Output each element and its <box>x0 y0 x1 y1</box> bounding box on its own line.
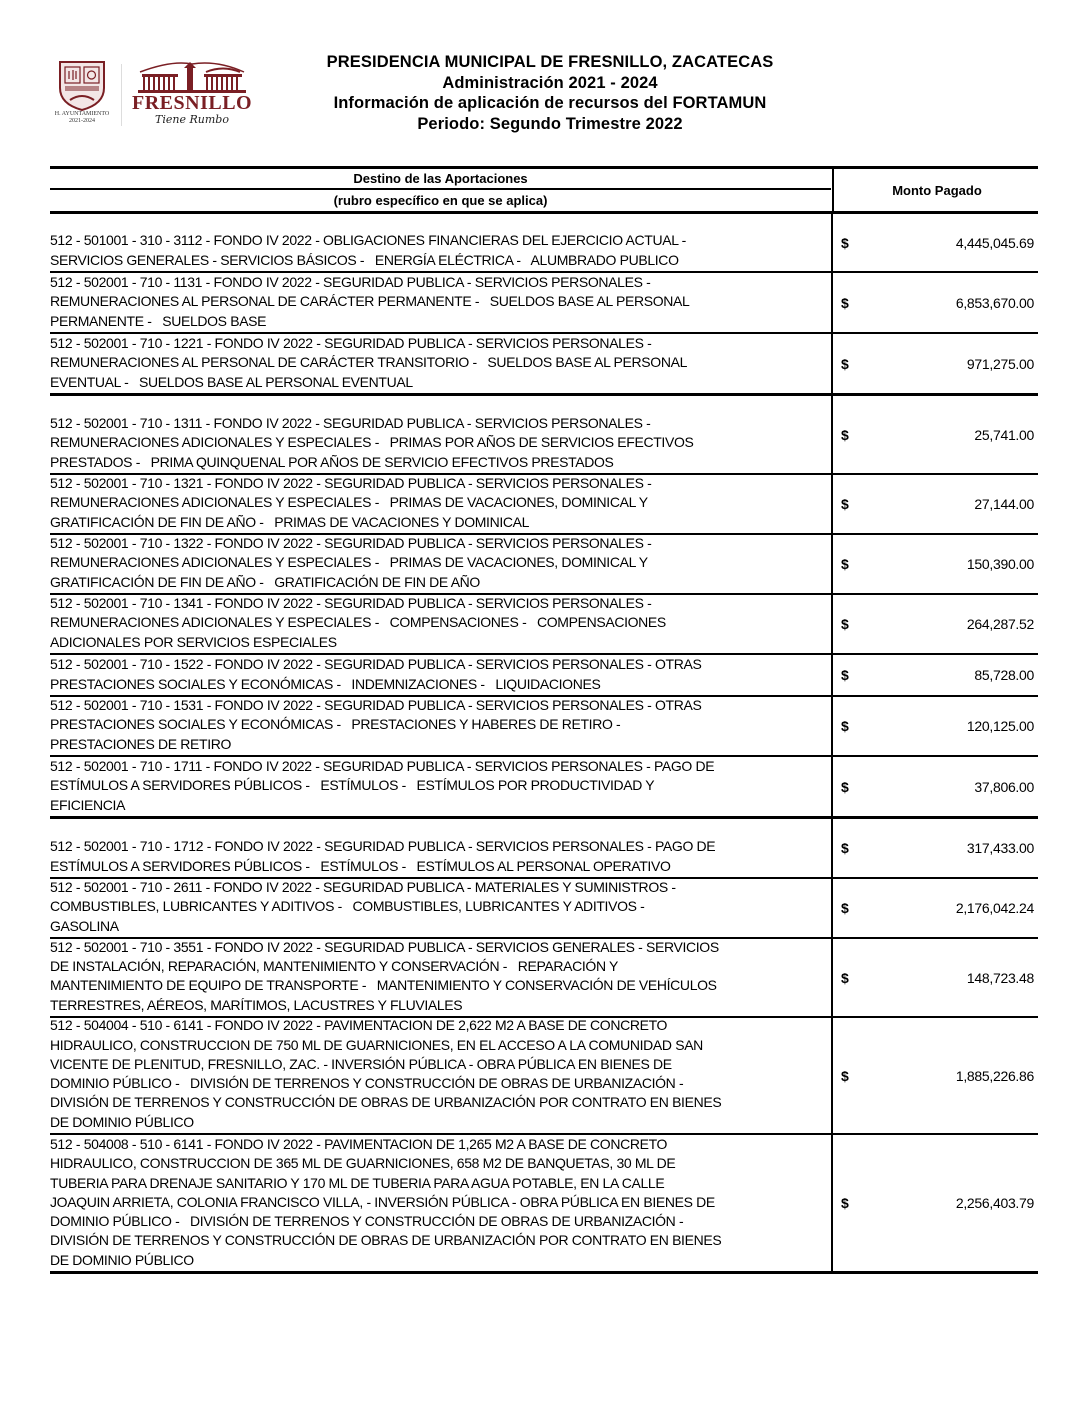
row-description-line <box>50 818 829 837</box>
title-administration: Administración 2021 - 2024 <box>442 73 658 92</box>
row-description-line: GASOLINA <box>50 917 119 934</box>
row-description-line: VICENTE DE PLENITUD, FRESNILLO, ZAC. - INVERSIÓN PÚBLICA - OBRA PÚBLICA EN BIENES DE <box>50 1055 672 1072</box>
amount-value: 85,728.00 <box>974 667 1034 683</box>
row-description-line: REMUNERACIONES ADICIONALES Y ESPECIALES - PRIMAS DE VACACIONES, DOMINICAL Y <box>50 494 648 511</box>
table-row <box>50 214 1038 273</box>
currency-symbol: $ <box>841 616 849 632</box>
row-description-line: 512 - 502001 - 710 - 3551 - FONDO IV 2022 - SEGURIDAD PUBLICA - SERVICIOS GENERALES - SERVICIOS <box>50 938 719 955</box>
column-header-destino <box>50 169 831 211</box>
row-description-line: DE DOMINIO PÚBLICO <box>50 1251 194 1268</box>
row-description <box>50 1135 831 1271</box>
table-row <box>50 879 1038 939</box>
row-description <box>50 273 831 332</box>
row-description-line: DIVISIÓN DE TERRENOS Y CONSTRUCCIÓN DE OBRAS DE URBANIZACIÓN POR CONTRATO EN BIENES <box>50 1094 722 1111</box>
row-description-line: ESTÍMULOS A SERVIDORES PÚBLICOS - ESTÍMULOS - ESTÍMULOS AL PERSONAL OPERATIVO <box>50 857 671 874</box>
row-description-line: 512 - 502001 - 710 - 1711 - FONDO IV 2022 - SEGURIDAD PUBLICA - SERVICIOS PERSONALES - PAGO DE <box>50 758 715 775</box>
amount-value: 6,853,670.00 <box>955 294 1034 311</box>
row-description-line: 512 - 502001 - 710 - 1531 - FONDO IV 2022 - SEGURIDAD PUBLICA - SERVICIOS PERSONALES - OTRAS <box>50 697 702 714</box>
row-description-line: 512 - 504008 - 510 - 6141 - FONDO IV 2022 - PAVIMENTACION DE 1,265 M2 A BASE DE CONCRETO <box>50 1135 668 1152</box>
title-municipality: PRESIDENCIA MUNICIPAL DE FRESNILLO, ZACATECAS <box>326 53 774 71</box>
currency-symbol: $ <box>841 1067 849 1084</box>
column-header-destino-title: Destino de las Aportaciones <box>50 169 831 190</box>
row-description-line: PRESTACIONES SOCIALES Y ECONÓMICAS - PRESTACIONES Y HABERES DE RETIRO - <box>50 716 621 733</box>
row-amount-cell <box>831 334 1036 393</box>
table-row <box>50 535 1038 595</box>
table-body <box>50 214 1038 1274</box>
seal-caption-line2: 2021-2024 <box>69 118 95 124</box>
currency-symbol: $ <box>841 840 849 856</box>
row-description <box>50 697 831 755</box>
row-description-line: SERVICIOS GENERALES - SERVICIOS BÁSICOS - ENERGÍA ELÉCTRICA - ALUMBRADO PUBLICO <box>50 251 679 268</box>
table-row <box>50 655 1038 697</box>
brand-tagline: Tiene Rumbo <box>155 113 229 126</box>
row-description-line: PRESTACIONES DE RETIRO <box>50 735 232 752</box>
row-description-line: REMUNERACIONES ADICIONALES Y ESPECIALES - PRIMAS POR AÑOS DE SERVICIOS EFECTIVOS <box>50 434 694 451</box>
row-amount-cell <box>831 697 1036 755</box>
row-description-line: ADICIONALES POR SERVICIOS ESPECIALES <box>50 633 337 650</box>
row-description-line: 512 - 502001 - 710 - 1221 - FONDO IV 2022 - SEGURIDAD PUBLICA - SERVICIOS PERSONALES - <box>50 335 652 352</box>
seal-caption-line1: H. AYUNTAMIENTO <box>54 111 110 117</box>
row-description-line: HIDRAULICO, CONSTRUCCION DE 750 ML DE GUARNICIONES, EN EL ACCESO A LA COMUNIDAD SAN <box>50 1036 703 1053</box>
row-amount-cell <box>831 1135 1036 1271</box>
row-description <box>50 1018 831 1133</box>
row-description-line: REMUNERACIONES AL PERSONAL DE CARÁCTER PERMANENTE - SUELDOS BASE AL PERSONAL <box>50 293 690 310</box>
title-report-name: Información de aplicación de recursos del FORTAMUN <box>333 94 767 112</box>
amount-value: 25,741.00 <box>974 426 1034 443</box>
row-description-line: PRESTACIONES SOCIALES Y ECONÓMICAS - INDEMNIZACIONES - LIQUIDACIONES <box>50 675 601 692</box>
row-description <box>50 475 831 533</box>
amount-value: 37,806.00 <box>974 778 1034 795</box>
row-description-line: 512 - 504004 - 510 - 6141 - FONDO IV 2022 - PAVIMENTACION DE 2,622 M2 A BASE DE CONCRETO <box>50 1017 668 1034</box>
amount-value: 4,445,045.69 <box>955 234 1034 251</box>
row-description <box>50 396 831 473</box>
currency-symbol: $ <box>841 969 849 986</box>
row-description-line: 512 - 501001 - 310 - 3112 - FONDO IV 2022 - OBLIGACIONES FINANCIERAS DEL EJERCICIO ACTUAL - <box>50 232 686 249</box>
amount-value: 264,287.52 <box>966 616 1034 632</box>
row-description-line: 512 - 502001 - 710 - 1311 - FONDO IV 2022 - SEGURIDAD PUBLICA - SERVICIOS PERSONALES - <box>50 415 651 432</box>
row-description-line: REMUNERACIONES ADICIONALES Y ESPECIALES - PRIMAS DE VACACIONES, DOMINICAL Y <box>50 554 648 571</box>
amount-value: 150,390.00 <box>966 556 1034 572</box>
row-description-line: 512 - 502001 - 710 - 1712 - FONDO IV 2022 - SEGURIDAD PUBLICA - SERVICIOS PERSONALES - PAGO DE <box>50 838 716 855</box>
row-description-line: REMUNERACIONES AL PERSONAL DE CARÁCTER TRANSITORIO - SUELDOS BASE AL PERSONAL <box>50 354 688 371</box>
amount-value: 1,885,226.86 <box>955 1067 1034 1084</box>
header-logos <box>52 58 252 138</box>
table-row <box>50 475 1038 535</box>
row-amount-cell <box>831 819 1036 877</box>
row-description <box>50 655 831 695</box>
table-header <box>50 166 1038 214</box>
row-description-line: 512 - 502001 - 710 - 1322 - FONDO IV 2022 - SEGURIDAD PUBLICA - SERVICIOS PERSONALES - <box>50 535 652 552</box>
currency-symbol: $ <box>841 294 849 311</box>
amount-value: 148,723.48 <box>966 969 1034 986</box>
row-description-line: 512 - 502001 - 710 - 1341 - FONDO IV 2022 - SEGURIDAD PUBLICA - SERVICIOS PERSONALES - <box>50 595 652 612</box>
currency-symbol: $ <box>841 667 849 683</box>
row-amount-cell <box>831 757 1036 816</box>
row-description-line: GRATIFICACIÓN DE FIN DE AÑO - GRATIFICACIÓN DE FIN DE AÑO <box>50 573 480 590</box>
fortamun-table <box>50 166 1038 1274</box>
amount-value: 2,256,403.79 <box>955 1195 1034 1211</box>
row-description <box>50 819 831 877</box>
row-amount-cell <box>831 535 1036 593</box>
table-row <box>50 697 1038 757</box>
row-description <box>50 334 831 393</box>
row-description-line: EFICIENCIA <box>50 796 126 813</box>
amount-value: 971,275.00 <box>966 355 1034 372</box>
currency-symbol: $ <box>841 900 849 916</box>
row-amount-cell <box>831 939 1036 1016</box>
logo-divider <box>121 64 122 126</box>
city-skyline-icon <box>132 60 252 94</box>
currency-symbol: $ <box>841 1195 849 1211</box>
row-description-line: 512 - 502001 - 710 - 1131 - FONDO IV 2022 - SEGURIDAD PUBLICA - SERVICIOS PERSONALES - <box>50 274 651 291</box>
title-period: Periodo: Segundo Trimestre 2022 <box>417 114 683 133</box>
row-description <box>50 879 831 937</box>
table-row <box>50 334 1038 396</box>
table-row <box>50 939 1038 1018</box>
currency-symbol: $ <box>841 718 849 734</box>
row-description-line: REMUNERACIONES ADICIONALES Y ESPECIALES - COMPENSACIONES - COMPENSACIONES <box>50 614 666 631</box>
currency-symbol: $ <box>841 496 849 512</box>
municipal-seal-icon <box>52 58 112 128</box>
row-description-line: JOAQUIN ARRIETA, COLONIA FRANCISCO VILLA, - INVERSIÓN PÚBLICA - OBRA PÚBLICA EN BIENES DE <box>50 1193 715 1210</box>
table-row <box>50 819 1038 879</box>
amount-value: 27,144.00 <box>974 496 1034 512</box>
row-description-line: HIDRAULICO, CONSTRUCCION DE 365 ML DE GUARNICIONES, 658 M2 DE BANQUETAS, 30 ML DE <box>50 1155 676 1172</box>
row-description-line: TUBERIA PARA DRENAJE SANITARIO Y 170 ML DE TUBERIA PARA AGUA POTABLE, EN LA CALLE <box>50 1174 665 1191</box>
document-title-block <box>270 52 830 134</box>
row-description-line: PERMANENTE - SUELDOS BASE <box>50 312 267 329</box>
table-row <box>50 757 1038 819</box>
table-row <box>50 1018 1038 1135</box>
row-description-line: MANTENIMIENTO DE EQUIPO DE TRANSPORTE - MANTENIMIENTO Y CONSERVACIÓN DE VEHÍCULOS <box>50 977 717 994</box>
row-description <box>50 595 831 653</box>
row-description-line: 512 - 502001 - 710 - 1321 - FONDO IV 2022 - SEGURIDAD PUBLICA - SERVICIOS PERSONALES - <box>50 475 652 492</box>
row-description-line: COMBUSTIBLES, LUBRICANTES Y ADITIVOS - COMBUSTIBLES, LUBRICANTES Y ADITIVOS - <box>50 898 645 915</box>
row-description-line: DOMINIO PÚBLICO - DIVISIÓN DE TERRENOS Y CONSTRUCCIÓN DE OBRAS DE URBANIZACIÓN - <box>50 1213 684 1230</box>
currency-symbol: $ <box>841 556 849 572</box>
row-amount-cell <box>831 214 1036 271</box>
row-description-line: 512 - 502001 - 710 - 2611 - FONDO IV 2022 - SEGURIDAD PUBLICA - MATERIALES Y SUMINISTROS - <box>50 879 676 896</box>
row-amount-cell <box>831 595 1036 653</box>
row-description-line: GRATIFICACIÓN DE FIN DE AÑO - PRIMAS DE VACACIONES Y DOMINICAL <box>50 513 530 530</box>
row-description <box>50 939 831 1016</box>
table-row <box>50 1135 1038 1274</box>
row-description <box>50 535 831 593</box>
currency-symbol: $ <box>841 778 849 795</box>
currency-symbol: $ <box>841 234 849 251</box>
table-row <box>50 273 1038 334</box>
row-description-line: 512 - 502001 - 710 - 1522 - FONDO IV 2022 - SEGURIDAD PUBLICA - SERVICIOS PERSONALES - OTRAS <box>50 656 702 673</box>
row-amount-cell <box>831 475 1036 533</box>
amount-value: 317,433.00 <box>966 840 1034 856</box>
amount-value: 120,125.00 <box>966 718 1034 734</box>
row-description-line: DOMINIO PÚBLICO - DIVISIÓN DE TERRENOS Y CONSTRUCCIÓN DE OBRAS DE URBANIZACIÓN - <box>50 1075 684 1092</box>
currency-symbol: $ <box>841 426 849 443</box>
row-amount-cell <box>831 273 1036 332</box>
brand-name: FRESNILLO <box>132 92 253 114</box>
row-description-line: PRESTADOS - PRIMA QUINQUENAL POR AÑOS DE SERVICIO EFECTIVOS PRESTADOS <box>50 453 614 470</box>
row-amount-cell <box>831 655 1036 695</box>
column-header-destino-subtitle: (rubro específico en que se aplica) <box>333 193 548 208</box>
table-row <box>50 595 1038 655</box>
row-amount-cell <box>831 879 1036 937</box>
row-description-line <box>50 212 829 231</box>
row-description-line: DE INSTALACIÓN, REPARACIÓN, MANTENIMIENTO Y CONSERVACIÓN - REPARACIÓN Y <box>50 958 619 975</box>
table-row <box>50 396 1038 475</box>
row-description-line: TERRESTRES, AÉREOS, MARÍTIMOS, LACUSTRES Y FLUVIALES <box>50 996 463 1013</box>
row-amount-cell <box>831 1018 1036 1133</box>
row-description <box>50 214 831 271</box>
row-description-line: DE DOMINIO PÚBLICO <box>50 1113 194 1130</box>
row-description-line: EVENTUAL - SUELDOS BASE AL PERSONAL EVENTUAL <box>50 373 413 390</box>
column-header-monto: Monto Pagado <box>832 169 1040 211</box>
row-description-line: ESTÍMULOS A SERVIDORES PÚBLICOS - ESTÍMULOS - ESTÍMULOS POR PRODUCTIVIDAD Y <box>50 777 655 794</box>
row-description-line <box>50 395 829 414</box>
row-amount-cell <box>831 396 1036 473</box>
amount-value: 2,176,042.24 <box>955 900 1034 916</box>
row-description <box>50 757 831 816</box>
fresnillo-brand-logo <box>132 60 252 130</box>
currency-symbol: $ <box>841 355 849 372</box>
row-description-line: DIVISIÓN DE TERRENOS Y CONSTRUCCIÓN DE OBRAS DE URBANIZACIÓN POR CONTRATO EN BIENES <box>50 1232 722 1249</box>
